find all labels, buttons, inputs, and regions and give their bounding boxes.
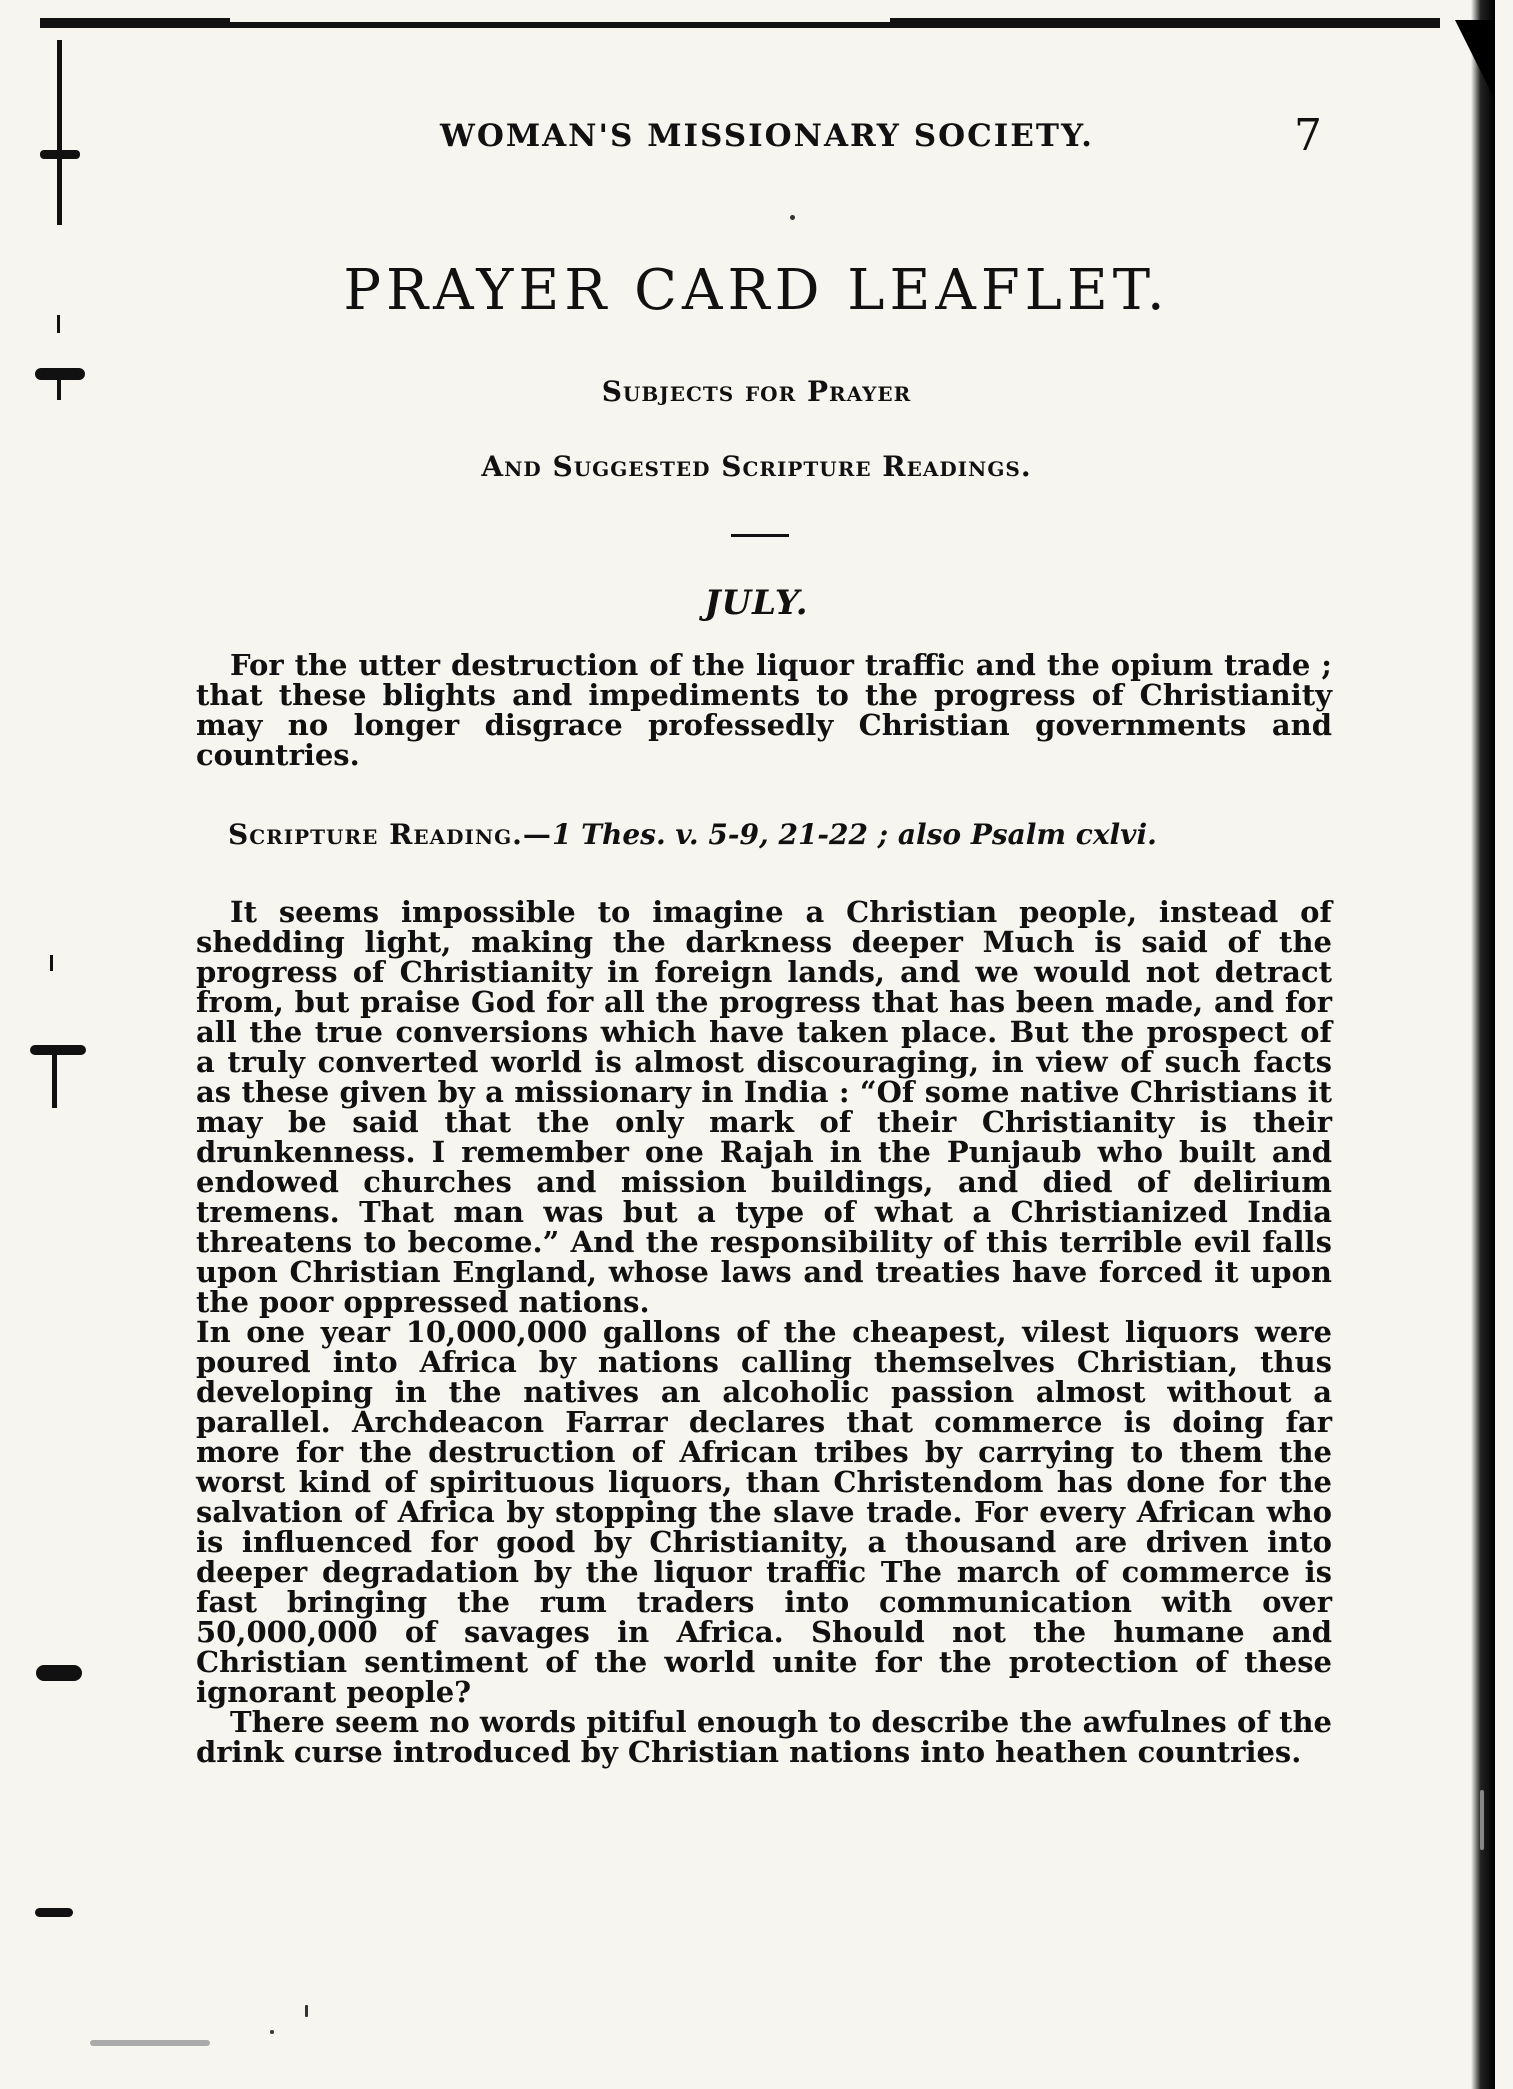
scan-corner-shadow	[1455, 20, 1495, 100]
intro-text: For the utter destruction of the liquor traffic and the opium trade ; that these blights and impediments to the progress of Christianity may no longer disgrace professedly Christian governments and countries.	[196, 648, 1332, 772]
paragraph: There seem no words pitiful enough to describe the awfulnes of the drink curse introduced by Christian nations into heathen countries.	[196, 1705, 1332, 1769]
scripture-reading-reference: 1 Thes. v. 5-9, 21-22 ; also Psalm cxlvi.	[551, 818, 1157, 851]
margin-mark	[36, 1665, 82, 1681]
margin-mark	[50, 955, 53, 971]
speck	[1480, 1790, 1484, 1850]
paragraph: In one year 10,000,000 gallons of the cheapest, vilest liquors were poured into Africa by nations calling themselves Christian, thus developing in the natives an alcoholic passion almost without a parallel. Archdeacon Farrar declares that commerce is doing far more for the destruction of African tribes by carrying to them the worst kind of spirituous liquors, than Christendom has done for the salvation of Africa by stopping the slave trade. For every African who is influenced for good by Christianity, a thousand are driven into deeper degradation by the liquor traffic The march of commerce is fast bringing the rum traders into communication with over 50,000,000 of savages in Africa. Should not the humane and Christian sentiment of the world unite for the protection of these ignorant people?	[196, 1315, 1332, 1709]
body-paragraphs	[196, 897, 1332, 1767]
subhead-readings: And Suggested Scripture Readings.	[481, 450, 1032, 483]
speck	[305, 2005, 308, 2017]
paragraph: It seems impossible to imagine a Christian people, instead of shedding light, making the darkness deeper Much is said of the progress of Christianity in foreign lands, and we would not detract from, but praise God for all the progress that has been made, and for all the true conversions which have taken place. But the prospect of a truly converted world is almost discouraging, in view of such facts as these given by a missionary in India : “Of some native Christians it may be said that the only mark of their Christianity is their drunkenness. I remember one Rajah in the Punjaub who built and endowed churches and mission buildings, and died of delirium tremens. That man was but a type of what a Christianized India threatens to become.” And the responsibility of this terrible evil falls upon Christian England, whose laws and treaties have forced it upon the poor oppressed nations.	[196, 895, 1332, 1319]
page-number: 7	[1294, 110, 1322, 161]
scripture-reading	[228, 818, 1338, 851]
speck	[270, 2030, 274, 2034]
running-head-title: WOMAN'S MISSIONARY SOCIETY.	[440, 118, 1094, 154]
speck	[90, 2040, 210, 2046]
scripture-reading-label: Scripture Reading.—	[228, 818, 552, 851]
scan-border-gap	[230, 18, 890, 22]
section-divider	[731, 534, 789, 537]
subhead-subjects: Subjects for Prayer	[601, 375, 912, 408]
month-heading: JULY.	[704, 583, 809, 623]
speck	[790, 215, 795, 220]
margin-mark	[52, 1050, 57, 1108]
running-head	[0, 110, 1513, 162]
page-title: PRAYER CARD LEAFLET.	[343, 258, 1170, 323]
margin-mark	[35, 1908, 73, 1917]
intro-paragraph	[196, 650, 1332, 770]
margin-mark	[30, 1045, 86, 1055]
